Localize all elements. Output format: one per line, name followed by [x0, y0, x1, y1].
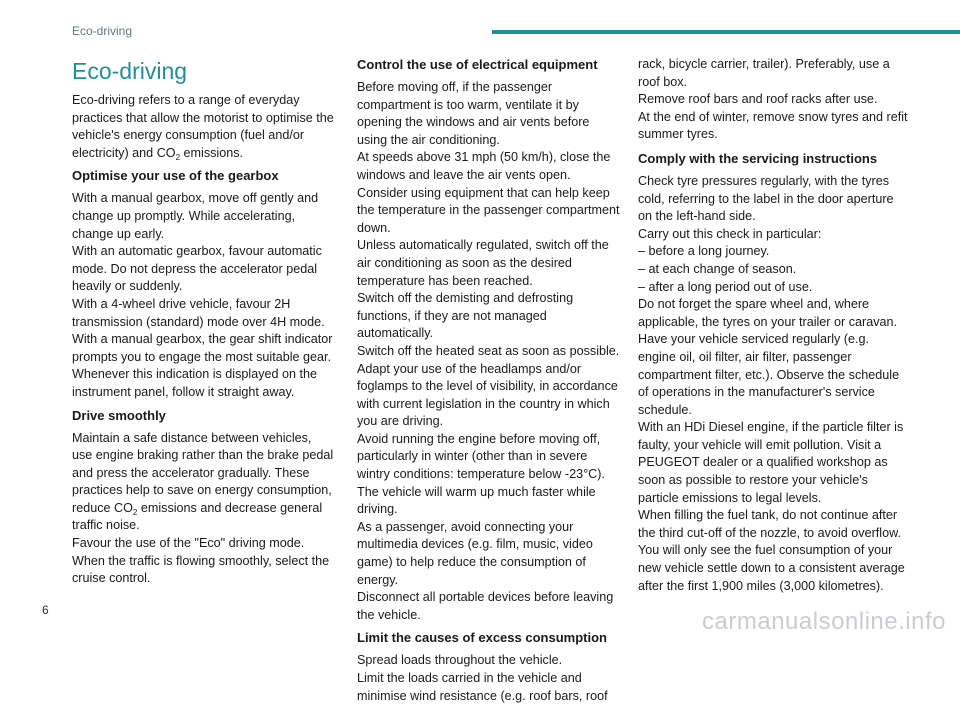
electrical-line: Adapt your use of the headlamps and/or foglamps to the level of visibility, in accordance with current legislation in the country in which you are driving.: [357, 361, 618, 429]
electrical-line: Avoid running the engine before moving off, particularly in winter (other than in severe wintry conditions: temperature below -23°C). The vehicle will warm up much faster while driving.: [357, 431, 605, 517]
electrical-line: At speeds above 31 mph (50 km/h), close the windows and leave the air vents open.: [357, 150, 611, 182]
electrical-line: As a passenger, avoid connecting your multimedia devices (e.g. film, music, video game) to help reduce the consumption of energy.: [357, 519, 593, 587]
electrical-line: Consider using equipment that can help keep the temperature in the passenger compartment down.: [357, 185, 620, 235]
servicing-line: – after a long period out of use.: [638, 279, 813, 294]
excess-line: Spread loads throughout the vehicle.: [357, 653, 563, 668]
gearbox-line: With a 4-wheel drive vehicle, favour 2H transmission (standard) mode over 4H mode.: [72, 296, 325, 329]
servicing-line: Do not forget the spare wheel and, where applicable, the tyres on your trailer or caravan.: [638, 297, 898, 329]
drive-line: When the traffic is flowing smoothly, select the cruise control.: [72, 553, 330, 586]
gearbox-heading: Optimise your use of the gearbox: [72, 168, 279, 184]
drive-smoothly-heading: Drive smoothly: [72, 407, 166, 423]
column-1: [72, 56, 334, 588]
excess-cont-line: At the end of winter, remove snow tyres and refit summer tyres.: [638, 109, 908, 142]
drive-paragraph: Maintain a safe distance between vehicles, use engine braking rather than the brake pedal and press the accelerator gradually. These practices help to save on energy consumption, reduce $CO_2$ emissions and decrease general traffic noise.: [72, 430, 334, 533]
servicing-line: With an HDi Diesel engine, if the particle filter is faulty, your vehicle will emit pollution. Visit a PEUGEOT dealer or a qualified workshop as soon as possible to restore your vehicle's particle emissions to legal levels.: [638, 420, 904, 505]
electrical-heading: Control the use of electrical equipment: [357, 57, 598, 72]
excess-consumption-heading: Limit the causes of excess consumption: [357, 630, 607, 646]
running-header: Eco-driving: [72, 24, 133, 38]
electrical-line: Switch off the heated seat as soon as possible.: [357, 343, 620, 358]
servicing-heading: Comply with the servicing instructions: [638, 150, 878, 166]
excess-cont-line: Remove roof bars and roof racks after use.: [638, 92, 878, 107]
electrical-line: Disconnect all portable devices before leaving the vehicle.: [357, 590, 614, 622]
gearbox-line: With a manual gearbox, move off gently and change up promptly. While accelerating, change up early.: [72, 191, 319, 241]
page-number: 6: [42, 603, 49, 617]
servicing-line: – before a long journey.: [638, 244, 770, 259]
column-2: [357, 56, 621, 705]
servicing-line: – at each change of season.: [638, 261, 797, 276]
electrical-line: Before moving off, if the passenger compartment is too warm, ventilate it by opening the windows and air vents before using the air conditioning.: [357, 80, 590, 147]
servicing-line: When filling the fuel tank, do not continue after the third cut-off of the nozzle, to avoid overflow.: [638, 508, 901, 540]
servicing-line: Carry out this check in particular:: [638, 226, 822, 241]
servicing-line: You will only see the fuel consumption of your new vehicle settle down to a consistent average after the first 1,900 miles (3,000 kilometres).: [638, 543, 905, 593]
intro-paragraph: Eco-driving refers to a range of everyday practices that allow the motorist to optimise the vehicle's energy consumption (fuel and/or electricity) and $CO_2$ emissions.: [72, 93, 334, 162]
page-title: Eco-driving: [72, 58, 188, 84]
electrical-line: Switch off the demisting and defrosting functions, if they are not managed automatically.: [357, 291, 574, 341]
header-accent-bar: [492, 30, 960, 34]
drive-line: Favour the use of the "Eco" driving mode.: [72, 536, 305, 551]
gearbox-line: With a manual gearbox, the gear shift indicator prompts you to engage the most suitable gear. Whenever this indication is displayed on the instrument panel, follow it straight away.: [72, 332, 333, 399]
gearbox-line: With an automatic gearbox, favour automatic mode. Do not depress the accelerator pedal heavily or suddenly.: [72, 244, 322, 294]
watermark: carmanualsonline.info: [702, 608, 946, 635]
excess-cont-line: rack, bicycle carrier, trailer). Preferably, use a roof box.: [638, 57, 890, 89]
column-3: [638, 56, 908, 595]
excess-line: Limit the loads carried in the vehicle and minimise wind resistance (e.g. roof bars, roof: [357, 671, 608, 703]
servicing-line: Check tyre pressures regularly, with the tyres cold, referring to the label in the door aperture on the left-hand side.: [638, 173, 894, 224]
servicing-line: Have your vehicle serviced regularly (e.g. engine oil, oil filter, air filter, passenger compartment filter, etc.). Observe the schedule of operations in the manufacturer's service schedule.: [638, 332, 900, 417]
electrical-line: Unless automatically regulated, switch off the air conditioning as soon as the desired temperature has been reached.: [357, 238, 609, 288]
